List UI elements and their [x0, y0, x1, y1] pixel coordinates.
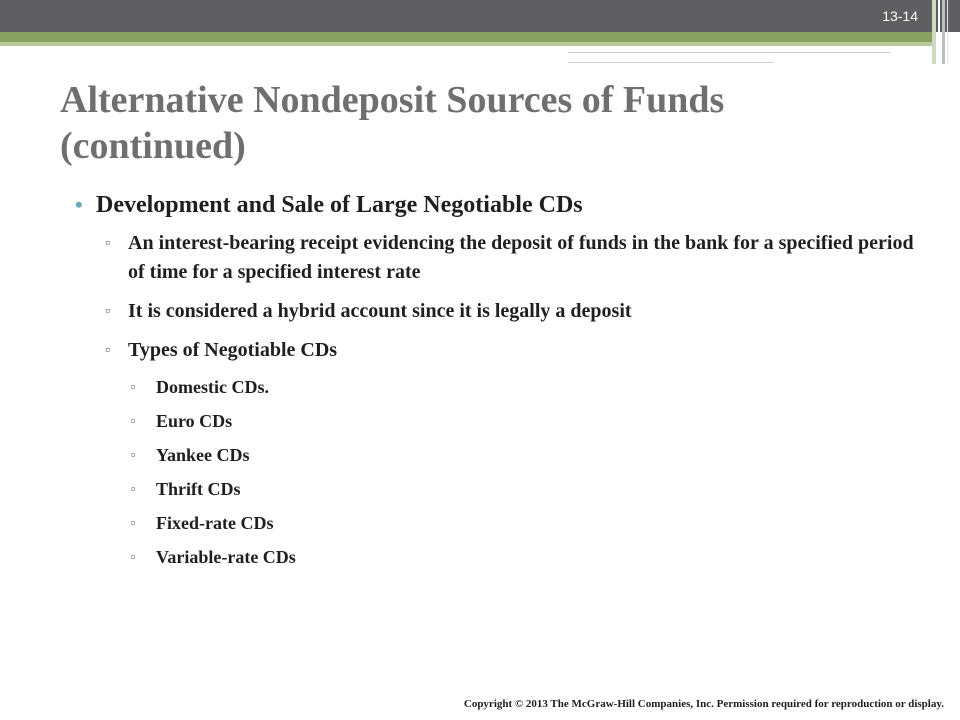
slide-number: 13-14: [882, 8, 918, 24]
cd-type-text: Thrift CDs: [156, 479, 241, 499]
decorative-stripe: [947, 0, 948, 64]
cd-type-item: [75, 409, 915, 433]
divider: [568, 52, 890, 53]
accent-bar: [0, 32, 932, 42]
bullet-dot-icon: •: [75, 192, 83, 217]
square-bullet-icon: ▫: [131, 549, 136, 564]
bullet-item: [75, 192, 915, 219]
square-bullet-icon: ▫: [131, 379, 136, 394]
sub-bullet-text: It is considered a hybrid account since it is legally a deposit: [128, 300, 632, 322]
cd-type-text: Fixed-rate CDs: [156, 513, 274, 533]
decorative-stripe: [942, 0, 945, 64]
square-bullet-icon: ▫: [131, 515, 136, 530]
sub-bullet-text: Types of Negotiable CDs: [128, 339, 338, 361]
sub-bullet-item: [75, 297, 915, 326]
square-bullet-icon: ▫: [105, 343, 110, 358]
decorative-stripe: [932, 0, 936, 64]
square-bullet-icon: ▫: [105, 304, 110, 319]
sub-bullet-item: [75, 229, 915, 287]
square-bullet-icon: ▫: [105, 236, 110, 251]
square-bullet-icon: ▫: [131, 481, 136, 496]
bullet-text: Development and Sale of Large Negotiable CDs: [96, 192, 583, 218]
copyright-notice: Copyright © 2013 The McGraw-Hill Companies, Inc. Permission required for reproduction or display.: [463, 698, 944, 710]
cd-type-text: Domestic CDs.: [156, 377, 269, 397]
cd-type-item: [75, 545, 915, 569]
sub-bullet-text: An interest-bearing receipt evidencing the deposit of funds in the bank for a specified period of time for a specified interest rate: [128, 232, 914, 283]
square-bullet-icon: ▫: [131, 413, 136, 428]
decorative-stripe: [938, 0, 940, 64]
cd-type-item: [75, 477, 915, 501]
cd-type-text: Variable-rate CDs: [156, 547, 296, 567]
divider: [568, 62, 774, 63]
slide-body: [75, 192, 915, 579]
header-bar: [0, 0, 960, 32]
sub-bullet-item: [75, 336, 915, 365]
cd-type-text: Yankee CDs: [156, 445, 250, 465]
cd-type-item: [75, 443, 915, 467]
square-bullet-icon: ▫: [131, 447, 136, 462]
cd-type-item: [75, 375, 915, 399]
cd-type-text: Euro CDs: [156, 411, 233, 431]
slide-title: Alternative Nondeposit Sources of Funds (continued): [60, 79, 725, 167]
cd-type-item: [75, 511, 915, 535]
